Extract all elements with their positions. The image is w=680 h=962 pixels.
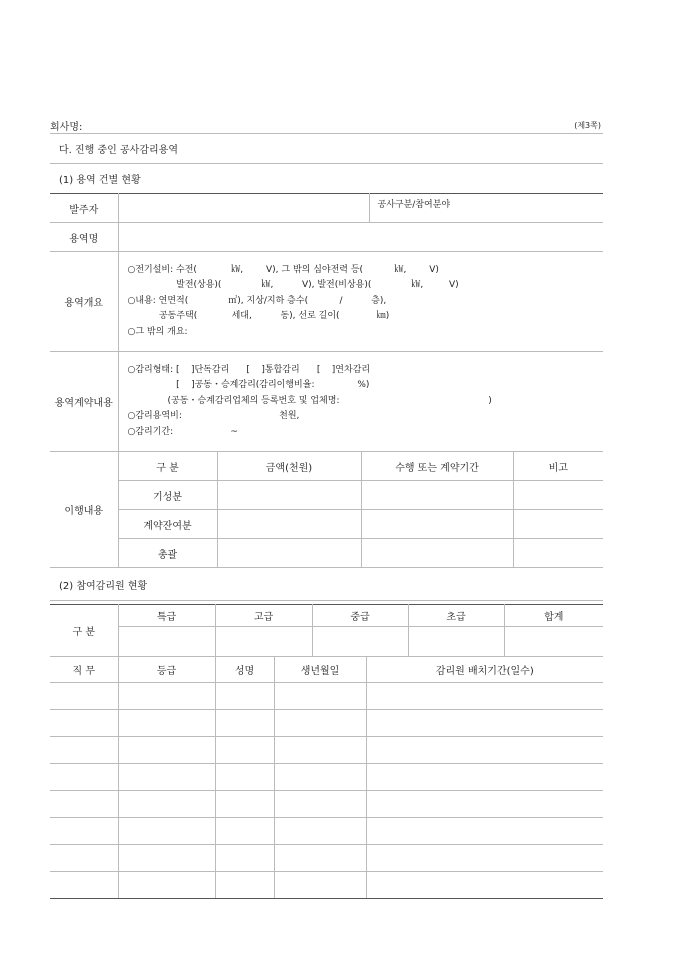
staff-cell[interactable] (366, 683, 603, 710)
section-title-table (50, 133, 603, 194)
staff-cell[interactable] (118, 872, 215, 899)
perf-header-amount: 금액(천원) (217, 452, 361, 481)
perf-cell[interactable] (217, 481, 361, 510)
grade-count-cell[interactable] (504, 627, 603, 657)
table-row (50, 683, 603, 710)
contract-content (118, 352, 603, 452)
overview-line: ○그 밖의 개요: (127, 326, 188, 337)
staff-header: 감리원 배치기간(일수) (366, 657, 603, 683)
staff-cell[interactable] (366, 710, 603, 737)
grade-group-label: 구 분 (50, 605, 118, 657)
staff-cell[interactable] (274, 845, 366, 872)
staff-header: 성명 (215, 657, 274, 683)
overview-line: ○전기설비: 수전( ㎾, V), 그 밖의 심야전력 등( ㎾, V) (127, 264, 439, 275)
staff-cell[interactable] (366, 818, 603, 845)
section-title: 다. 진행 중인 공사감리용역 (50, 134, 603, 164)
overview-line: 발전(상용)( ㎾, V), 발전(비상용)( ㎾, V) (127, 280, 459, 291)
staff-cell[interactable] (118, 791, 215, 818)
staff-cell[interactable] (50, 764, 118, 791)
perf-header-period: 수행 또는 계약기간 (361, 452, 513, 481)
perf-row-label: 계약잔여분 (118, 510, 217, 539)
staff-cell[interactable] (118, 845, 215, 872)
table-row (50, 539, 603, 568)
perf-cell[interactable] (217, 539, 361, 568)
perf-cell[interactable] (217, 510, 361, 539)
contract-line: ○감리용역비: 천원, (127, 411, 300, 422)
table-row (50, 791, 603, 818)
overview-content (118, 252, 603, 352)
grade-header: 특급 (118, 605, 215, 627)
page-number: (제3쪽) (574, 121, 601, 130)
table-row (50, 737, 603, 764)
table-row (50, 510, 603, 539)
company-name-label: 회사명: (50, 122, 83, 133)
perf-header-category: 구 분 (118, 452, 217, 481)
contract-label: 용역계약내용 (50, 352, 118, 452)
overview-line: 공동주택( 세대, 동), 선로 길이( ㎞) (127, 311, 390, 322)
table-row (50, 627, 603, 657)
staff-cell[interactable] (215, 791, 274, 818)
staff-cell[interactable] (274, 710, 366, 737)
contract-line: ○감리기간: ~ (127, 426, 238, 437)
category-label: 공사구분/참여분야 (377, 200, 451, 210)
performance-label: 이행내용 (50, 452, 118, 568)
staff-cell[interactable] (366, 764, 603, 791)
staff-header: 등급 (118, 657, 215, 683)
table-row (50, 818, 603, 845)
staff-cell[interactable] (215, 710, 274, 737)
perf-cell[interactable] (361, 539, 513, 568)
staff-cell[interactable] (274, 737, 366, 764)
staff-cell[interactable] (215, 737, 274, 764)
staff-cell[interactable] (274, 764, 366, 791)
table-row (50, 764, 603, 791)
client-label: 발주자 (50, 194, 118, 223)
contract-line: ○감리형태: [ ]단독감리 [ ]통합감리 [ ]연차감리 (127, 364, 371, 375)
grade-count-cell[interactable] (312, 627, 408, 657)
grade-header: 초급 (408, 605, 504, 627)
staff-cell[interactable] (215, 818, 274, 845)
staff-cell[interactable] (366, 737, 603, 764)
perf-cell[interactable] (513, 481, 603, 510)
table-row (50, 481, 603, 510)
perf-cell[interactable] (513, 539, 603, 568)
staff-cell[interactable] (50, 710, 118, 737)
perf-cell[interactable] (513, 510, 603, 539)
grade-count-cell[interactable] (408, 627, 504, 657)
staff-cell[interactable] (215, 872, 274, 899)
perf-row-label: 총괄 (118, 539, 217, 568)
grade-header: 중급 (312, 605, 408, 627)
staff-cell[interactable] (50, 791, 118, 818)
staff-cell[interactable] (215, 764, 274, 791)
service-status-table (50, 193, 603, 601)
perf-cell[interactable] (361, 510, 513, 539)
staff-cell[interactable] (118, 683, 215, 710)
staff-cell[interactable] (118, 737, 215, 764)
grade-header: 합계 (504, 605, 603, 627)
staff-cell[interactable] (274, 872, 366, 899)
staff-cell[interactable] (366, 872, 603, 899)
staff-cell[interactable] (50, 683, 118, 710)
grade-count-cell[interactable] (118, 627, 215, 657)
staff-cell[interactable] (118, 764, 215, 791)
staff-cell[interactable] (50, 737, 118, 764)
contract-line: (공동・승계감리업체의 등록번호 및 업체명: ) (127, 395, 492, 406)
subsection-2-title: (2) 참여감리원 현황 (50, 568, 603, 601)
staff-header: 생년월일 (274, 657, 366, 683)
perf-row-label: 기성분 (118, 481, 217, 510)
staff-cell[interactable] (215, 683, 274, 710)
staff-header: 직 무 (50, 657, 118, 683)
supervisor-table (50, 604, 603, 899)
service-name-label: 용역명 (50, 223, 118, 252)
overview-line: ○내용: 연면적( ㎡), 지상/지하 층수( / 층), (127, 295, 387, 306)
staff-cell[interactable] (118, 710, 215, 737)
client-value[interactable] (118, 194, 369, 223)
table-row (50, 872, 603, 899)
staff-cell[interactable] (274, 818, 366, 845)
perf-header-remark: 비고 (513, 452, 603, 481)
overview-label: 용역개요 (50, 252, 118, 352)
staff-cell[interactable] (215, 845, 274, 872)
contract-line: [ ]공동・승계감리(감리이행비율: %) (127, 380, 370, 391)
subsection-1-title: (1) 용역 건별 현황 (50, 164, 603, 194)
grade-header: 고급 (215, 605, 312, 627)
staff-cell[interactable] (274, 683, 366, 710)
staff-cell[interactable] (274, 791, 366, 818)
document-header (50, 118, 603, 134)
service-name-value[interactable] (118, 223, 603, 252)
staff-cell[interactable] (366, 845, 603, 872)
table-row (50, 845, 603, 872)
table-row (50, 710, 603, 737)
staff-cell[interactable] (118, 818, 215, 845)
grade-count-cell[interactable] (215, 627, 312, 657)
staff-cell[interactable] (50, 872, 118, 899)
staff-cell[interactable] (50, 818, 118, 845)
staff-cell[interactable] (50, 845, 118, 872)
staff-cell[interactable] (366, 791, 603, 818)
perf-cell[interactable] (361, 481, 513, 510)
